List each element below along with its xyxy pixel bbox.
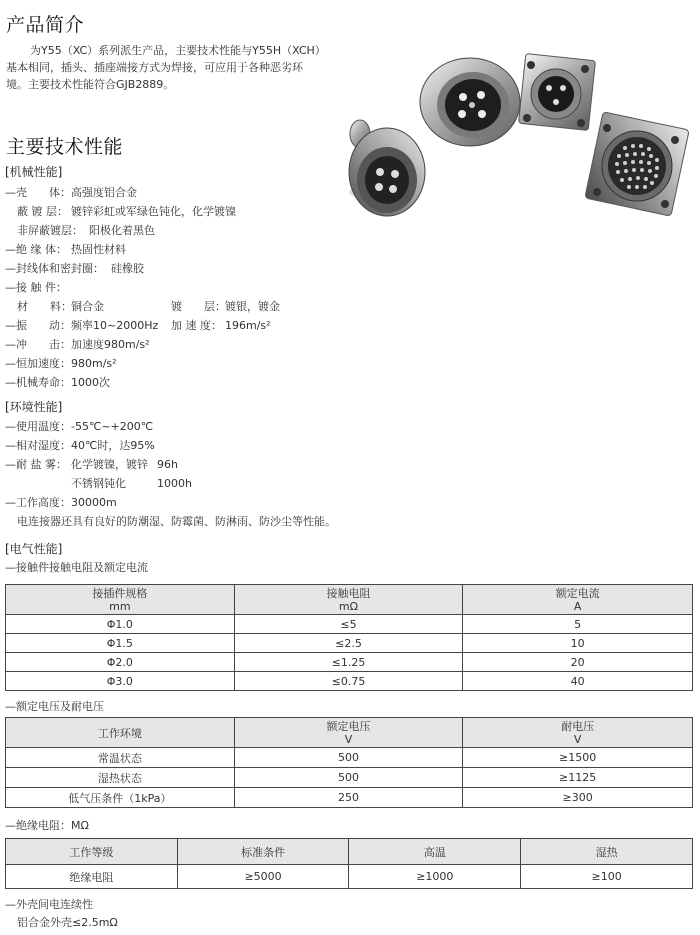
spec-key: —机械寿命：	[5, 376, 71, 389]
table-cell: ≤2.5	[234, 634, 463, 653]
table-row	[6, 634, 693, 653]
header-text: 接插件规格	[92, 586, 148, 600]
spec-key: —恒加速度：	[5, 357, 71, 370]
spec-key: —接 触 件：	[5, 281, 67, 294]
header-unit: V	[573, 732, 582, 746]
multipin-flange-receptacle	[585, 112, 689, 216]
spec-value: 镀银，镀金	[225, 300, 280, 313]
table-header-row	[6, 839, 693, 865]
specs-title: 主要技术性能	[6, 136, 124, 158]
table-row	[6, 748, 693, 768]
header-text: 额定电流	[555, 586, 600, 600]
spec-key: —封线体和密封圈：	[5, 262, 104, 275]
spec-key: —工作高度：	[5, 496, 71, 509]
spec-value: 不锈钢钝化	[71, 477, 126, 490]
spec-value: 1000h	[157, 477, 192, 490]
table-cell: 低气压条件（1kPa）	[6, 788, 235, 808]
square-flange-receptacle	[519, 54, 596, 131]
spec-key: 材 料：	[17, 300, 72, 313]
spec-key: —壳 体：	[5, 186, 71, 199]
spec-value: 频率10~2000Hz	[71, 319, 159, 332]
spec-value: 30000m	[71, 496, 117, 509]
connector-product-photo	[335, 42, 695, 220]
intro-line: 境。主要技术性能符合GJB2889。	[6, 78, 175, 91]
table-cell: ≥300	[463, 788, 693, 808]
header-cell: 工作等级	[6, 839, 178, 865]
spec-value: 196m/s²	[225, 319, 271, 332]
table-row	[6, 768, 693, 788]
header-unit: mΩ	[338, 599, 359, 613]
table-cell: ≥1500	[463, 748, 693, 768]
table-cell: 500	[234, 748, 463, 768]
caption-text: —接触件接触电阻及额定电流	[5, 561, 148, 574]
spec-key: 非屏蔽镀层：	[17, 224, 83, 237]
table-header-row	[6, 718, 693, 748]
intro-line: 为Y55（XC）系列派生产品，主要技术性能与Y55H（XCH）	[30, 44, 326, 57]
table-cell: 10	[463, 634, 693, 653]
caption-text: —外壳间电连续性	[5, 898, 93, 911]
table-cell: ≥1125	[463, 768, 693, 788]
table-cell: ≥1000	[349, 865, 521, 889]
electrical-heading: [电气性能]	[5, 542, 63, 556]
header-cell: 高温	[349, 839, 521, 865]
table-cell: ≤1.25	[234, 653, 463, 672]
table-cell: 常温状态	[6, 748, 235, 768]
table-row	[6, 672, 693, 691]
spec-value: 高强度铝合金	[71, 186, 137, 199]
table-cell: 40	[463, 672, 693, 691]
header-unit: V	[344, 732, 353, 746]
spec-key: —耐 盐 雾：	[5, 458, 67, 471]
cable-plug-connector	[349, 120, 425, 216]
table-row	[6, 865, 693, 889]
spec-key: 蔽 镀 层：	[17, 205, 68, 218]
spec-value: 980m/s²	[71, 357, 117, 370]
contact-resistance-table	[5, 584, 693, 691]
spec-value: 铜合金	[71, 300, 104, 313]
table-cell: ≤5	[234, 615, 463, 634]
table-cell: ≥5000	[177, 865, 349, 889]
spec-key: —使用温度：	[5, 420, 71, 433]
header-cell: 湿热	[521, 839, 693, 865]
table-cell: ≥100	[521, 865, 693, 889]
spec-key: —振 动：	[5, 319, 71, 332]
table-cell: ≤0.75	[234, 672, 463, 691]
insulation-table	[5, 838, 693, 889]
spec-value: 96h	[157, 458, 178, 471]
intro-title: 产品简介	[6, 14, 85, 36]
table-cell: Φ3.0	[6, 672, 235, 691]
spec-key: 镀 层：	[171, 300, 226, 313]
voltage-table	[5, 717, 693, 808]
note-text: 电连接器还具有良好的防潮湿、防霉菌、防淋雨、防沙尘等性能。	[17, 515, 336, 528]
header-text: 耐电压	[561, 719, 595, 733]
header-cell: 标准条件	[177, 839, 349, 865]
intro-paragraph	[6, 42, 326, 93]
spec-value: -55℃~+200℃	[71, 420, 154, 433]
table-header-row	[6, 585, 693, 615]
table-cell: Φ2.0	[6, 653, 235, 672]
spec-key: —冲 击：	[5, 338, 71, 351]
header-unit: A	[573, 599, 582, 613]
header-cell	[234, 718, 463, 748]
table-row	[6, 653, 693, 672]
header-text: 额定电压	[326, 719, 371, 733]
header-cell	[234, 585, 463, 615]
header-unit: mm	[109, 599, 131, 613]
table-cell: Φ1.5	[6, 634, 235, 653]
header-cell	[463, 585, 693, 615]
header-cell: 工作环境	[6, 718, 235, 748]
spec-value: 化学镀镍，镀锌	[71, 458, 148, 471]
spec-value: 40℃时，达95%	[71, 439, 155, 452]
table-row	[6, 615, 693, 634]
mechanical-heading: [机械性能]	[5, 165, 63, 179]
table-cell: 500	[234, 768, 463, 788]
intro-line: 基本相同，插头、插座端接方式为焊接，可应用于各种恶劣环	[6, 61, 303, 74]
table-cell: 250	[234, 788, 463, 808]
header-cell	[463, 718, 693, 748]
environment-heading: [环境性能]	[5, 400, 63, 414]
table-cell: 湿热状态	[6, 768, 235, 788]
spec-value: 硅橡胶	[111, 262, 144, 275]
spec-value: 1000次	[71, 376, 110, 389]
header-text: 接触电阻	[326, 586, 371, 600]
table-cell: Φ1.0	[6, 615, 235, 634]
spec-key: —绝 缘 体：	[5, 243, 67, 256]
spec-key: 加 速 度：	[171, 319, 222, 332]
caption-text: —绝缘电阻：MΩ	[5, 819, 89, 832]
caption-text: —额定电压及耐电压	[5, 700, 104, 713]
table-row	[6, 788, 693, 808]
table-cell: 5	[463, 615, 693, 634]
round-plug-connector	[420, 58, 520, 146]
spec-value: 热固性材料	[71, 243, 126, 256]
value-text: 铝合金外壳≤2.5mΩ	[17, 916, 118, 929]
table-cell: 绝缘电阻	[6, 865, 178, 889]
table-cell: 20	[463, 653, 693, 672]
spec-value: 阳极化着黑色	[89, 224, 155, 237]
spec-key: —相对湿度：	[5, 439, 71, 452]
spec-value: 加速度980m/s²	[71, 338, 150, 351]
header-cell	[6, 585, 235, 615]
spec-value: 镀锌彩虹或军绿色钝化，化学镀镍	[71, 205, 236, 218]
